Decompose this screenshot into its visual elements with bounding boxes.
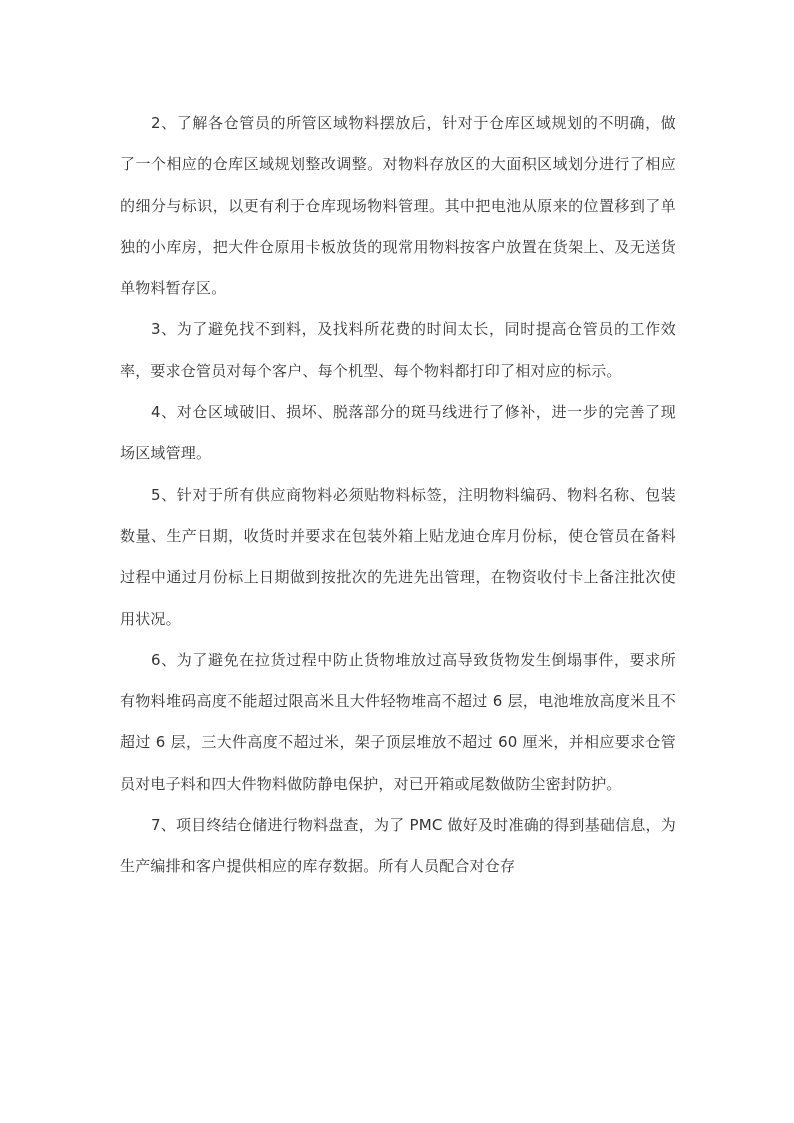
paragraph-3: 3、为了避免找不到料，及找料所花费的时间太长，同时提高仓管员的工作效率，要求仓管员对每个客户、每个机型、每个物料都打印了相对应的标示。: [120, 320, 676, 380]
paragraph-7: 7、项目终结仓储进行物料盘查，为了 PMC 做好及时准确的得到基础信息，为生产编排和客户提供相应的库存数据。所有人员配合对仓存: [120, 816, 676, 876]
document-body: [120, 103, 676, 888]
paragraph-5: 5、针对于所有供应商物料必须贴物料标签，注明物料编码、物料名称、包装数量、生产日期，收货时并要求在包装外箱上贴龙迪仓库月份标，使仓管员在备料过程中通过月份标上日期做到按批次的先进先出管理，在物资收付卡上备注批次使用状况。: [120, 485, 676, 628]
paragraph-6: 6、为了避免在拉货过程中防止货物堆放过高导致货物发生倒塌事件，要求所有物料堆码高度不能超过限高米且大件轻物堆高不超过 6 层，电池堆放高度米且不超过 6 层，三大件高度不超过米，架子顶层堆放不超过 60 厘米，并相应要求仓管员对电子料和四大件物料做防静电保护，对已开箱或尾数做防尘密封防护。: [120, 650, 676, 793]
paragraph-2: 2、了解各仓管员的所管区域物料摆放后，针对于仓库区域规划的不明确，做了一个相应的仓库区域规划整改调整。对物料存放区的大面积区域划分进行了相应的细分与标识，以更有利于仓库现场物料管理。其中把电池从原来的位置移到了单独的小库房，把大件仓原用卡板放货的现常用物料按客户放置在货架上、及无送货单物料暂存区。: [120, 114, 676, 298]
paragraph-4: 4、对仓区域破旧、损坏、脱落部分的斑马线进行了修补，进一步的完善了现场区域管理。: [120, 403, 676, 463]
